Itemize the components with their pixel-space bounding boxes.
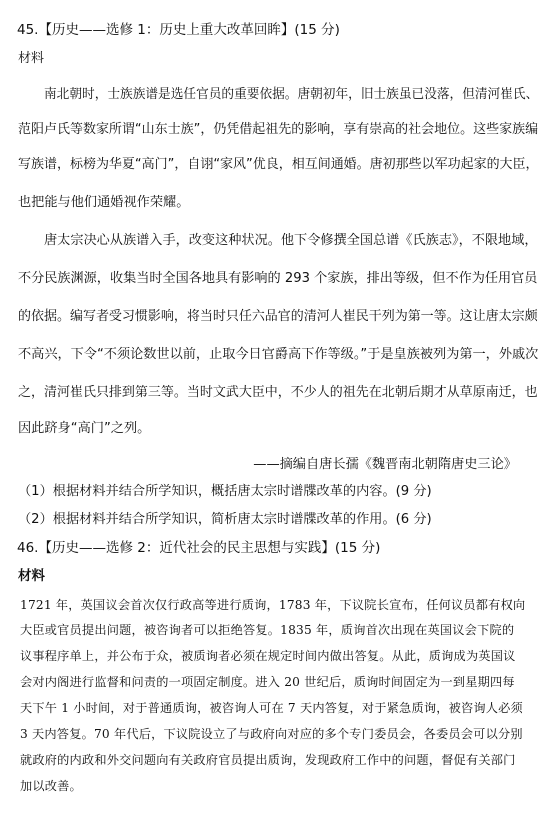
q45-para2-line: 唐太宗决心从族谱入手，改变这种状况。他下令修撰全国总谱《氏族志》，不限地域，	[44, 233, 538, 248]
q46-title: 46.【历史——选修 2：近代社会的民主思想与实践】(15 分)	[17, 540, 381, 556]
q46-para-line: 1721 年，英国议会首次仅行政高等进行质询，1783 年，下议院长宣布，任何议员都有权向	[20, 598, 526, 612]
q45-para2-line: 不分民族渊源，收集当时全国各地具有影响的 293 个家族，排出等级，但不作为任用官员	[18, 271, 538, 286]
q46-para-line: 加以改善。	[20, 779, 82, 793]
q45-question-2: （2）根据材料并结合所学知识，简析唐太宗时谱牒改革的作用。(6 分)	[18, 512, 432, 527]
q45-para2-line: 的依据。编写者受习惯影响，将当时只任六品官的清河人崔民干列为第一等。这让唐太宗颇	[18, 309, 538, 324]
q45-question-1: （1）根据材料并结合所学知识，概括唐太宗时谱牒改革的内容。(9 分)	[18, 484, 432, 499]
q45-para1-line: 写族谱，标榜为华夏“高门”，自诩“家风”优良，相互间通婚。唐初那些以军功起家的大臣，	[18, 157, 539, 172]
q45-para2-line: 之，清河崔氏只排到第三等。当时文武大臣中，不少人的祖先在北朝后期才从草原南迁，也	[18, 385, 538, 400]
q45-material-label: 材料	[18, 51, 45, 66]
q45-para2-line: 不高兴，下令“不须论数世以前，止取今日官爵高下作等级。”于是皇族被列为第一，外戚次	[18, 347, 539, 362]
q45-para2-line: 因此跻身“高门”之列。	[18, 421, 151, 436]
q46-para-line: 天下午 1 小时间，对于普通质询，被咨询人可在 7 天内答复，对于紧急质询，被咨询人必须	[20, 701, 523, 715]
q46-material-label: 材料	[18, 568, 45, 584]
q46-para-line: 会对内阁进行监督和问责的一项固定制度。进入 20 世纪后，质询时间固定为一到星期四每	[20, 675, 515, 689]
q46-para-line: 大臣或官员提出问题，被咨询者可以拒绝答复。1835 年，质询首次出现在英国议会下院的	[20, 623, 515, 637]
q45-title: 45.【历史——选修 1：历史上重大改革回眸】(15 分)	[17, 22, 340, 38]
q45-para1-line: 也把能与他们通婚视作荣耀。	[18, 195, 190, 210]
q46-para-line: 就政府的内政和外交问题向有关政府官员提出质询，发现政府工作中的问题，督促有关部门	[20, 753, 516, 767]
q45-para1-line: 南北朝时，士族族谱是选任官员的重要依据。唐朝初年，旧士族虽已没落，但清河崔氏、	[44, 87, 539, 102]
q46-para-line: 3 天内答复。70 年代后，下议院设立了与政府向对应的多个专门委员会，各委员会可以分别	[20, 727, 523, 741]
q45-para1-line: 范阳卢氏等数家所谓“山东士族”，仍凭借起祖先的影响，享有崇高的社会地位。这些家族编	[18, 122, 539, 137]
q45-source: ——摘编自唐长孺《魏晋南北朝隋唐史三论》	[253, 457, 517, 472]
q46-para-line: 议事程序单上，并公布于众，被质询者必须在规定时间内做出答复。从此，质询成为英国议	[20, 649, 516, 663]
